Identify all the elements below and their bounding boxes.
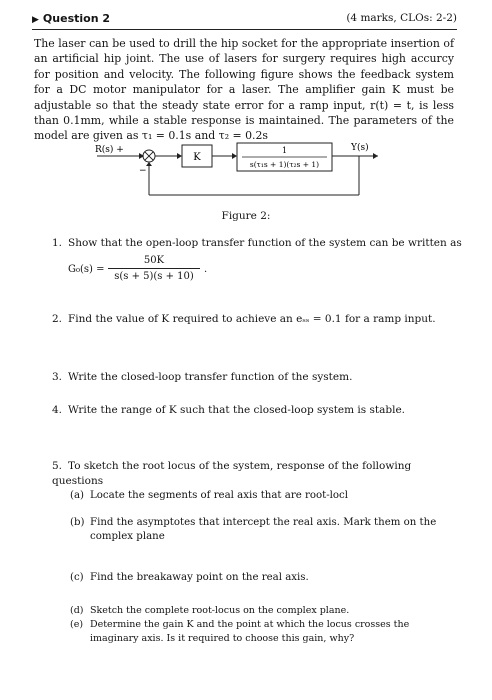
output-arrow (373, 153, 378, 159)
subquestion-a (70, 489, 460, 503)
output-label: Y(s) (351, 143, 369, 153)
question-3 (52, 370, 462, 385)
formula-numerator: 50K (143, 255, 165, 266)
subquestion-label: (a) (70, 490, 85, 501)
minus-sign: − (139, 166, 147, 176)
subquestion-label: (d) (70, 605, 84, 616)
feedback-arrow (146, 162, 152, 166)
input-label: R(s) + (95, 145, 124, 155)
question-number: 1. (52, 237, 63, 249)
subquestion-c (70, 571, 460, 585)
triangle-bullet-icon: ▶ (32, 15, 39, 25)
gain-arrow (177, 153, 182, 159)
subquestion-label: (b) (70, 517, 85, 528)
question-1 (52, 236, 462, 251)
gain-label: K (193, 152, 201, 163)
question-title: ▶ Question 2 (32, 12, 111, 25)
subquestion-text: Find the breakaway point on the real axis. (90, 572, 309, 583)
question-text: To sketch the root locus of the system, response of the following questions (52, 460, 412, 487)
question-text: Find the value of K required to achieve an eₛₛ = 0.1 for a ramp input. (68, 313, 436, 325)
question-2 (52, 312, 462, 327)
question-number: 4. (52, 404, 63, 416)
subquestion-d (70, 604, 460, 618)
marks-label: (4 marks, CLOs: 2-2) (346, 12, 457, 24)
block-diagram (95, 140, 380, 202)
subquestion-label: (c) (70, 572, 84, 583)
question-text: Show that the open-loop transfer function of the system can be written as (68, 237, 462, 249)
question-5 (52, 459, 462, 489)
subquestion-text-cont: complex plane (90, 531, 165, 542)
question-number: 5. (52, 460, 63, 472)
plant-numerator: 1 (281, 146, 288, 155)
plant-arrow (232, 153, 237, 159)
question-4 (52, 403, 462, 418)
problem-statement: The laser can be used to drill the hip socket for the appropriate insertion of an artificial hip joint. The use of lasers for surgery requires high accurcy for position and velocity. The following figure shows the feedback system for a DC motor manipulator for a laser. The amplifier gain K must be adjustable so that the steady state error for a ramp input, r(t) = t, is less than 0.1mm, while a stable response is maintained. The parameters of the model are given as τ₁ = 0.1s and τ₂ = 0.2s (34, 37, 454, 143)
formula-lhs: G₀(s) = (68, 264, 105, 275)
formula-fraction (108, 254, 200, 283)
formula-denominator: s(s + 5)(s + 10) (114, 271, 194, 282)
question-text: Write the closed-loop transfer function of the system. (68, 371, 353, 383)
subquestion-text: Determine the gain K and the point at which the locus crosses the (90, 619, 410, 630)
subquestion-text-cont: imaginary axis. Is it required to choose this gain, why? (90, 633, 355, 644)
subquestion-text: Sketch the complete root-locus on the complex plane. (90, 605, 350, 616)
subquestion-text: Locate the segments of real axis that are root-locl (90, 490, 349, 501)
subquestion-e (70, 618, 460, 646)
question-number: 2. (52, 313, 63, 325)
subquestion-b (70, 516, 460, 544)
formula-trail: . (204, 264, 208, 275)
question-number: 3. (52, 371, 63, 383)
formula-fraction-bar (108, 268, 200, 269)
question-text: Write the range of K such that the closed-loop system is stable. (68, 404, 406, 416)
transfer-function-formula (68, 254, 288, 288)
figure-caption: Figure 2: (221, 210, 271, 222)
question-header (32, 12, 457, 30)
header-rule (32, 29, 457, 30)
subquestion-label: (e) (70, 619, 84, 630)
plant-denominator: s(τ₁s + 1)(τ₂s + 1) (249, 160, 320, 169)
subquestion-text: Find the asymptotes that intercept the real axis. Mark them on the (90, 517, 437, 528)
